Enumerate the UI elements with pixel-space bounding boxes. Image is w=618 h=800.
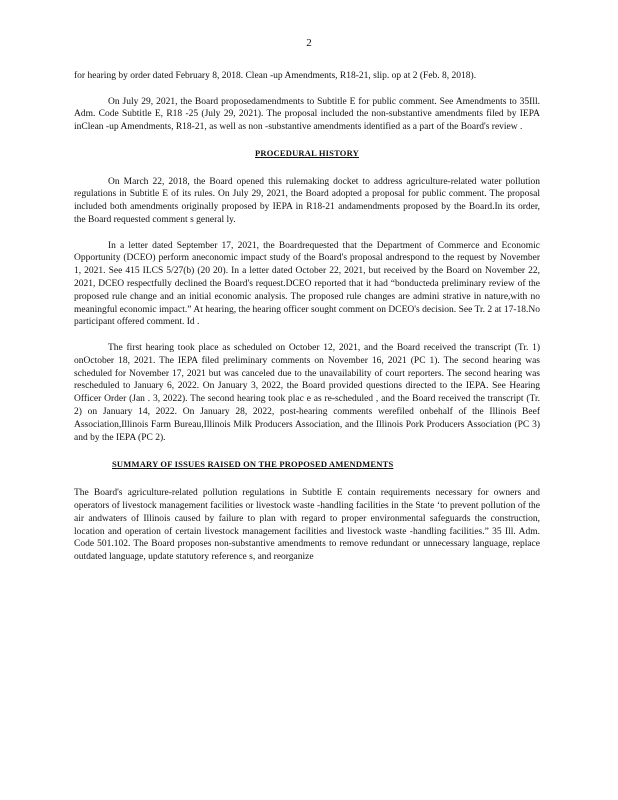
paragraph-history-1: On March 22, 2018, the Board opened this rulemaking docket to address agriculture-related water pollution regulations in Subtitle E of its rules. On July 29, 2021, the Board adopted a proposal for public comment. The proposal included both amendments originally proposed by IEPA in R18-21 andamendments proposed by the Board.In its order, the Board requested comment s general ly. bbox=[74, 176, 540, 225]
paragraph-history-3: The first hearing took place as scheduled on October 12, 2021, and the Board received the transcript (Tr. 1) onOctober 18, 2021. The IEPA filed preliminary comments on November 16, 2021 (PC 1). The second hearing was scheduled for November 17, 2021 but was canceled due to the unavailability of court reporters. The second hearing was rescheduled to January 6, 2022. On January 3, 2022, the Board provided questions directed to the IEPA. See Hearing Officer Order (Jan . 3, 2022). The second hearing took plac e as re-scheduled , and the Board received the transcript (Tr. 2) on January 14, 2022. On January 28, 2022, post-hearing comments werefiled onbehalf of the Illinois Beef Association,Illinois Farm Bureau,Illinois Milk Producers Association, and the Illinois Pork Producers Association (PC 3) and by the IEPA (PC 2). bbox=[74, 342, 540, 443]
document-body bbox=[74, 70, 540, 577]
page-number: 2 bbox=[306, 37, 312, 49]
paragraph-continuation: for hearing by order dated February 8, 2018. Clean -up Amendments, R18-21, slip. op at 2 (Feb. 8, 2018). bbox=[74, 71, 477, 81]
paragraph-history-2: In a letter dated September 17, 2021, the Boardrequested that the Department of Commerce and Economic Opportunity (DCEO) perform aneconomic impact study of the Board's proposal andrespond to the request by November 1, 2021. See 415 ILCS 5/27(b) (20 20). In a letter dated October 22, 2021, but received by the Board on November 22, 2021, DCEO respectfully declined the Board's request.DCEO reported that it had “bonducteda preliminary review of the proposed rule change and an initial economic analysis. The proposed rule changes are admini strative in nature,with no meaningful economic impact.” At hearing, the hearing officer sought comment on DCEO's decision. See Tr. 2 at 17-18.No participant offered comment. Id . bbox=[74, 240, 540, 328]
section-heading-procedural-history: PROCEDURAL HISTORY bbox=[255, 147, 359, 158]
section-heading-summary: SUMMARY OF ISSUES RAISED ON THE PROPOSED AMENDMENTS bbox=[112, 459, 394, 470]
paragraph-proposal: On July 29, 2021, the Board proposedamendments to Subtitle E for public comment. See Amendments to 35Ill. Adm. Code Subtitle E, R18 -25 (July 29, 2021). The proposal included the non-substantive amendments filed by IEPA inClean -up Amendments, R18-21, as well as non -substantive amendments identified as a part of the Board's review . bbox=[74, 96, 540, 133]
paragraph-summary: The Board's agriculture-related pollution regulations in Subtitle E contain requirements necessary for owners and operators of livestock management facilities or livestock waste -handling facilities in the State ‘to prevent pollution of the air andwaters of Illinois caused by failure to plan with regard to proper environmental safeguards the construction, location and operation of certain livestock management facilities and livestock waste -handling facilities.” 35 Ill. Adm. Code 501.102. The Board proposes non-substantive amendments to remove redundant or unnecessary language, replace outdated language, update statutory reference s, and reorganize bbox=[74, 488, 540, 563]
